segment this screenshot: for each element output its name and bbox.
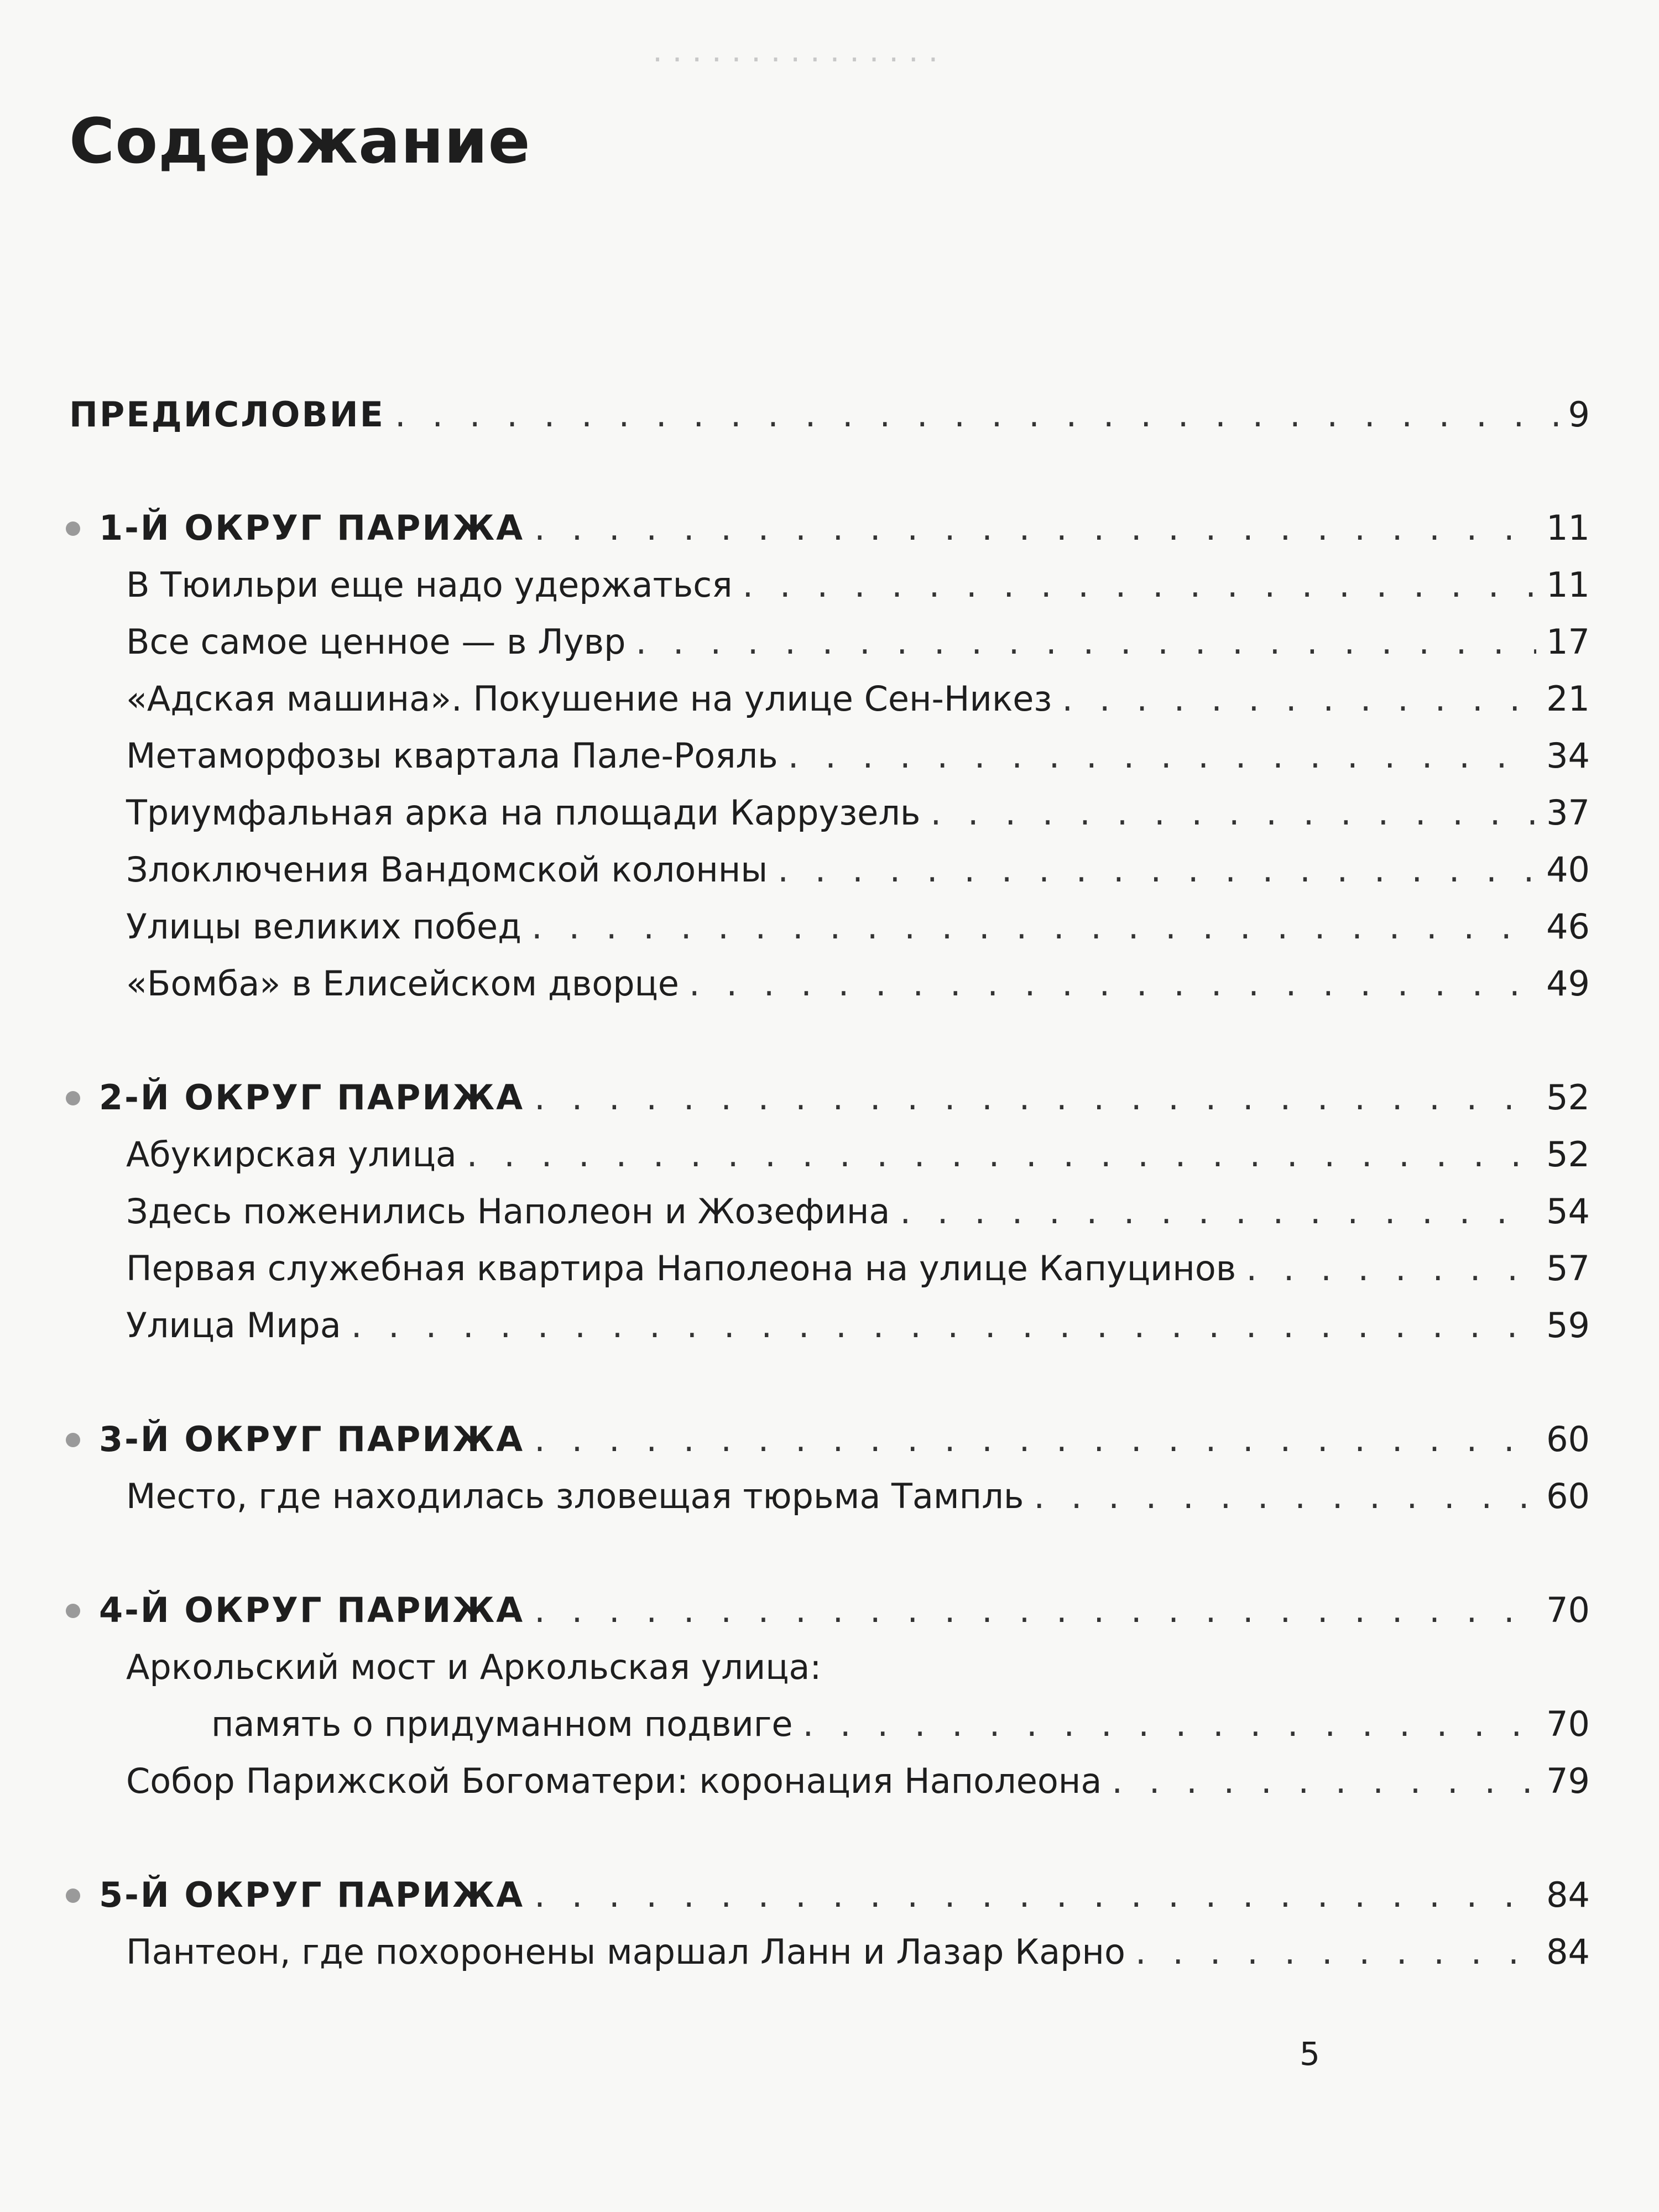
toc-page-number: 21 <box>1546 679 1590 719</box>
dot-leader <box>395 393 1558 437</box>
toc-section-3[interactable] <box>69 1417 1590 1462</box>
dot-leader <box>635 620 1536 664</box>
toc-entry-text: 1-Й ОКРУГ ПАРИЖА <box>99 508 525 548</box>
dot-leader <box>930 791 1536 835</box>
toc-entry[interactable] <box>126 563 1590 607</box>
toc-entry[interactable] <box>126 1474 1590 1519</box>
dot-leader <box>1034 1474 1536 1519</box>
toc-page-number: 52 <box>1546 1134 1590 1175</box>
dot-leader <box>534 1417 1536 1462</box>
dot-leader <box>534 1076 1536 1120</box>
dot-leader <box>1062 677 1536 721</box>
dot-leader <box>534 1873 1536 1917</box>
toc-entry[interactable] <box>126 1645 1590 1689</box>
toc-entry-text: Улицы великих побед <box>126 906 522 947</box>
toc-entry-text: Улица Мира <box>126 1305 341 1345</box>
bullet-icon <box>66 1888 80 1903</box>
toc-entry-text: В Тюильри еще надо удержаться <box>126 565 733 605</box>
toc-page-number: 34 <box>1546 735 1590 776</box>
page-title: Содержание <box>69 106 531 178</box>
toc-entry-text: Метаморфозы квартала Пале-Рояль <box>126 735 778 776</box>
toc-entry[interactable] <box>126 962 1590 1006</box>
toc-page-number: 59 <box>1546 1305 1590 1345</box>
toc-page-number: 9 <box>1568 394 1590 435</box>
dot-leader <box>778 848 1536 892</box>
toc-entry[interactable] <box>126 1133 1590 1177</box>
toc-entry[interactable] <box>126 1930 1590 1974</box>
toc-entry[interactable] <box>126 1303 1590 1348</box>
dot-leader <box>351 1303 1536 1348</box>
toc-page-number: 11 <box>1546 565 1590 605</box>
toc-entry-text: 2-Й ОКРУГ ПАРИЖА <box>99 1077 525 1118</box>
toc-page-number: 84 <box>1546 1932 1590 1972</box>
toc-entry-text: Все самое ценное — в Лувр <box>126 622 626 662</box>
toc-page-number: 84 <box>1546 1875 1590 1915</box>
toc-entry-text: Место, где находилась зловещая тюрьма Тампль <box>126 1476 1024 1516</box>
toc-entry-preface[interactable] <box>69 393 1590 437</box>
toc-entry[interactable] <box>126 791 1590 835</box>
toc-page-number: 11 <box>1546 508 1590 548</box>
bullet-icon <box>66 521 80 536</box>
toc-entry[interactable] <box>126 1246 1590 1291</box>
bullet-icon <box>66 1433 80 1447</box>
dot-leader <box>1135 1930 1536 1974</box>
toc-entry-continuation[interactable] <box>211 1702 1590 1746</box>
dot-leader <box>788 734 1536 778</box>
dot-leader <box>743 563 1537 607</box>
toc-entry-text: 3-Й ОКРУГ ПАРИЖА <box>99 1419 525 1459</box>
toc-page-number: 40 <box>1546 849 1590 890</box>
page-number: 5 <box>1300 2035 1320 2073</box>
toc-entry-text: ПРЕДИСЛОВИЕ <box>69 394 385 435</box>
toc-section-4[interactable] <box>69 1588 1590 1632</box>
dot-leader <box>1112 1759 1536 1803</box>
dot-leader <box>900 1190 1536 1234</box>
toc-entry-text: Первая служебная квартира Наполеона на улице Капуцинов <box>126 1248 1237 1288</box>
toc-entry-text: память о придуманном подвиге <box>211 1704 793 1744</box>
dot-leader <box>531 905 1536 949</box>
toc-entry-text: «Адская машина». Покушение на улице Сен-Никез <box>126 679 1052 719</box>
toc-entry-text: Злоключения Вандомской колонны <box>126 849 768 890</box>
toc-entry[interactable] <box>126 1190 1590 1234</box>
toc-entry[interactable] <box>126 620 1590 664</box>
toc-page-number: 17 <box>1546 622 1590 662</box>
toc-page-number: 79 <box>1546 1761 1590 1801</box>
dot-leader <box>534 1588 1536 1632</box>
bullet-icon <box>66 1604 80 1618</box>
toc-page-number: 54 <box>1546 1191 1590 1232</box>
toc-entry[interactable] <box>126 905 1590 949</box>
toc-page-number: 60 <box>1546 1419 1590 1459</box>
toc-section-2[interactable] <box>69 1076 1590 1120</box>
toc-entry-text: 4-Й ОКРУГ ПАРИЖА <box>99 1590 525 1630</box>
toc-entry-text: 5-Й ОКРУГ ПАРИЖА <box>99 1875 525 1915</box>
toc-entry-text: Здесь поженились Наполеон и Жозефина <box>126 1191 890 1232</box>
toc-section-5[interactable] <box>69 1873 1590 1917</box>
dot-leader <box>689 962 1536 1006</box>
toc-page-number: 37 <box>1546 792 1590 833</box>
toc-entry[interactable] <box>126 1759 1590 1803</box>
toc-entry-text: Абукирская улица <box>126 1134 457 1175</box>
toc-entry-text: Собор Парижской Богоматери: коронация Наполеона <box>126 1761 1102 1801</box>
toc-page-number: 57 <box>1546 1248 1590 1288</box>
show-through: . . . . . . . . . . . . . . . <box>653 33 938 69</box>
bullet-icon <box>66 1091 80 1105</box>
toc-entry[interactable] <box>126 677 1590 721</box>
toc-section-1[interactable] <box>69 506 1590 550</box>
toc-entry-text: Пантеон, где похоронены маршал Ланн и Лазар Карно <box>126 1932 1125 1972</box>
toc-entry[interactable] <box>126 848 1590 892</box>
toc-page-number: 70 <box>1546 1590 1590 1630</box>
toc-entry[interactable] <box>126 734 1590 778</box>
dot-leader <box>534 506 1536 550</box>
toc-page-number: 52 <box>1546 1077 1590 1118</box>
dot-leader <box>467 1133 1536 1177</box>
toc-entry-text: «Бомба» в Елисейском дворце <box>126 963 679 1004</box>
toc-page-number: 60 <box>1546 1476 1590 1516</box>
toc-entry-text: Триумфальная арка на площади Каррузель <box>126 792 921 833</box>
toc-page-number: 49 <box>1546 963 1590 1004</box>
dot-leader <box>1246 1246 1536 1291</box>
toc-page-number: 46 <box>1546 906 1590 947</box>
toc-entry-text: Аркольский мост и Аркольская улица: <box>126 1647 822 1687</box>
dot-leader <box>803 1702 1537 1746</box>
toc-page-number: 70 <box>1546 1704 1590 1744</box>
